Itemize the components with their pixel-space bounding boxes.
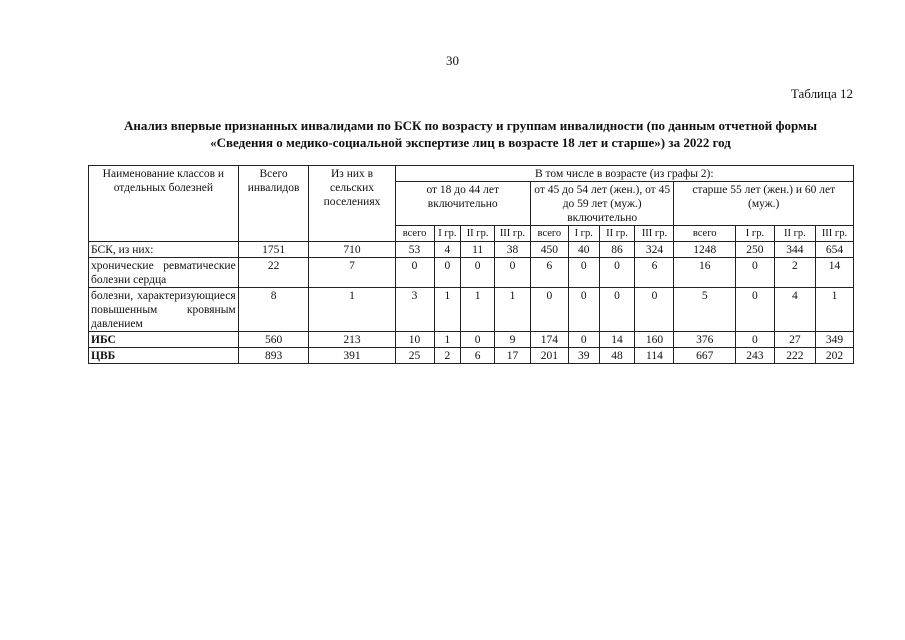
subheader-group-1: I гр. bbox=[568, 226, 599, 242]
subheader-group-2: II гр. bbox=[461, 226, 495, 242]
cell: 222 bbox=[774, 348, 815, 364]
cell: 201 bbox=[530, 348, 568, 364]
cell: 0 bbox=[530, 288, 568, 332]
row-name: БСК, из них: bbox=[89, 242, 239, 258]
cell: 0 bbox=[434, 258, 461, 288]
row-name: болезни, характеризующиеся повышенным кровяным давлением bbox=[89, 288, 239, 332]
cell-rural: 710 bbox=[309, 242, 395, 258]
row-name: ЦВБ bbox=[89, 348, 239, 364]
table-row bbox=[89, 348, 854, 364]
cell: 0 bbox=[599, 258, 635, 288]
header-age-18-44: от 18 до 44 лет включительно bbox=[395, 182, 530, 226]
header-by-age: В том числе в возрасте (из графы 2): bbox=[395, 166, 853, 182]
cell: 17 bbox=[495, 348, 531, 364]
cell: 667 bbox=[674, 348, 736, 364]
caption-line-1: Анализ впервые признанных инвалидами по БСК по возрасту и группам инвалидности (по данным отчетной формы bbox=[124, 118, 817, 133]
cell: 0 bbox=[599, 288, 635, 332]
cell: 324 bbox=[635, 242, 674, 258]
cell: 86 bbox=[599, 242, 635, 258]
row-name: ИБС bbox=[89, 332, 239, 348]
cell: 160 bbox=[635, 332, 674, 348]
cell: 1 bbox=[815, 288, 853, 332]
cell: 344 bbox=[774, 242, 815, 258]
cell: 0 bbox=[395, 258, 434, 288]
cell: 1 bbox=[495, 288, 531, 332]
cell: 1248 bbox=[674, 242, 736, 258]
cell: 1 bbox=[461, 288, 495, 332]
cell-total: 560 bbox=[238, 332, 309, 348]
cell: 1 bbox=[434, 332, 461, 348]
header-rural: Из них в сельских поселениях bbox=[309, 166, 395, 242]
header-age-45-59: от 45 до 54 лет (жен.), от 45 до 59 лет (муж.) включительно bbox=[530, 182, 674, 226]
cell: 0 bbox=[461, 258, 495, 288]
row-name: хронические ревматические болезни сердца bbox=[89, 258, 239, 288]
cell-rural: 1 bbox=[309, 288, 395, 332]
table-caption bbox=[88, 117, 853, 151]
header-name: Наименование классов и отдельных болезней bbox=[89, 166, 239, 242]
cell: 25 bbox=[395, 348, 434, 364]
cell: 0 bbox=[568, 258, 599, 288]
subheader-total: всего bbox=[530, 226, 568, 242]
cell: 6 bbox=[530, 258, 568, 288]
cell-total: 8 bbox=[238, 288, 309, 332]
cell: 27 bbox=[774, 332, 815, 348]
cell: 2 bbox=[774, 258, 815, 288]
subheader-group-1: I гр. bbox=[735, 226, 774, 242]
cell: 2 bbox=[434, 348, 461, 364]
cell: 174 bbox=[530, 332, 568, 348]
cell: 1 bbox=[434, 288, 461, 332]
cell: 11 bbox=[461, 242, 495, 258]
cell: 243 bbox=[735, 348, 774, 364]
cell: 10 bbox=[395, 332, 434, 348]
subheader-group-3: III гр. bbox=[495, 226, 531, 242]
table-row bbox=[89, 288, 854, 332]
cell: 0 bbox=[495, 258, 531, 288]
cell: 3 bbox=[395, 288, 434, 332]
page-number: 30 bbox=[446, 53, 459, 68]
table-row bbox=[89, 258, 854, 288]
table-row bbox=[89, 242, 854, 258]
subheader-group-3: III гр. bbox=[815, 226, 853, 242]
subheader-total: всего bbox=[674, 226, 736, 242]
cell: 16 bbox=[674, 258, 736, 288]
subheader-group-2: II гр. bbox=[774, 226, 815, 242]
cell: 250 bbox=[735, 242, 774, 258]
cell: 0 bbox=[568, 288, 599, 332]
cell: 53 bbox=[395, 242, 434, 258]
cell: 0 bbox=[735, 258, 774, 288]
cell: 48 bbox=[599, 348, 635, 364]
table-row bbox=[89, 332, 854, 348]
header-total: Всего инвалидов bbox=[238, 166, 309, 242]
cell: 9 bbox=[495, 332, 531, 348]
cell: 40 bbox=[568, 242, 599, 258]
subheader-total: всего bbox=[395, 226, 434, 242]
caption-line-2: «Сведения о медико-социальной экспертизе лиц в возрасте 18 лет и старше») за 2022 год bbox=[210, 135, 731, 150]
cell: 4 bbox=[774, 288, 815, 332]
header-age-55-60-plus: старше 55 лет (жен.) и 60 лет (муж.) bbox=[674, 182, 854, 226]
cell: 654 bbox=[815, 242, 853, 258]
cell-rural: 7 bbox=[309, 258, 395, 288]
cell-total: 22 bbox=[238, 258, 309, 288]
cell: 6 bbox=[461, 348, 495, 364]
cell: 5 bbox=[674, 288, 736, 332]
table-label: Таблица 12 bbox=[790, 86, 853, 101]
subheader-group-1: I гр. bbox=[434, 226, 461, 242]
cell: 6 bbox=[635, 258, 674, 288]
subheader-group-3: III гр. bbox=[635, 226, 674, 242]
cell: 0 bbox=[635, 288, 674, 332]
cell: 0 bbox=[461, 332, 495, 348]
cell: 349 bbox=[815, 332, 853, 348]
cell-total: 1751 bbox=[238, 242, 309, 258]
cell: 202 bbox=[815, 348, 853, 364]
cell-rural: 391 bbox=[309, 348, 395, 364]
cell: 0 bbox=[735, 332, 774, 348]
cell: 39 bbox=[568, 348, 599, 364]
cell: 4 bbox=[434, 242, 461, 258]
cell: 38 bbox=[495, 242, 531, 258]
cell: 0 bbox=[735, 288, 774, 332]
cell: 114 bbox=[635, 348, 674, 364]
cell-total: 893 bbox=[238, 348, 309, 364]
cell: 14 bbox=[815, 258, 853, 288]
cell: 0 bbox=[568, 332, 599, 348]
cell: 376 bbox=[674, 332, 736, 348]
cell-rural: 213 bbox=[309, 332, 395, 348]
subheader-group-2: II гр. bbox=[599, 226, 635, 242]
cell: 14 bbox=[599, 332, 635, 348]
data-table bbox=[88, 165, 854, 364]
cell: 450 bbox=[530, 242, 568, 258]
